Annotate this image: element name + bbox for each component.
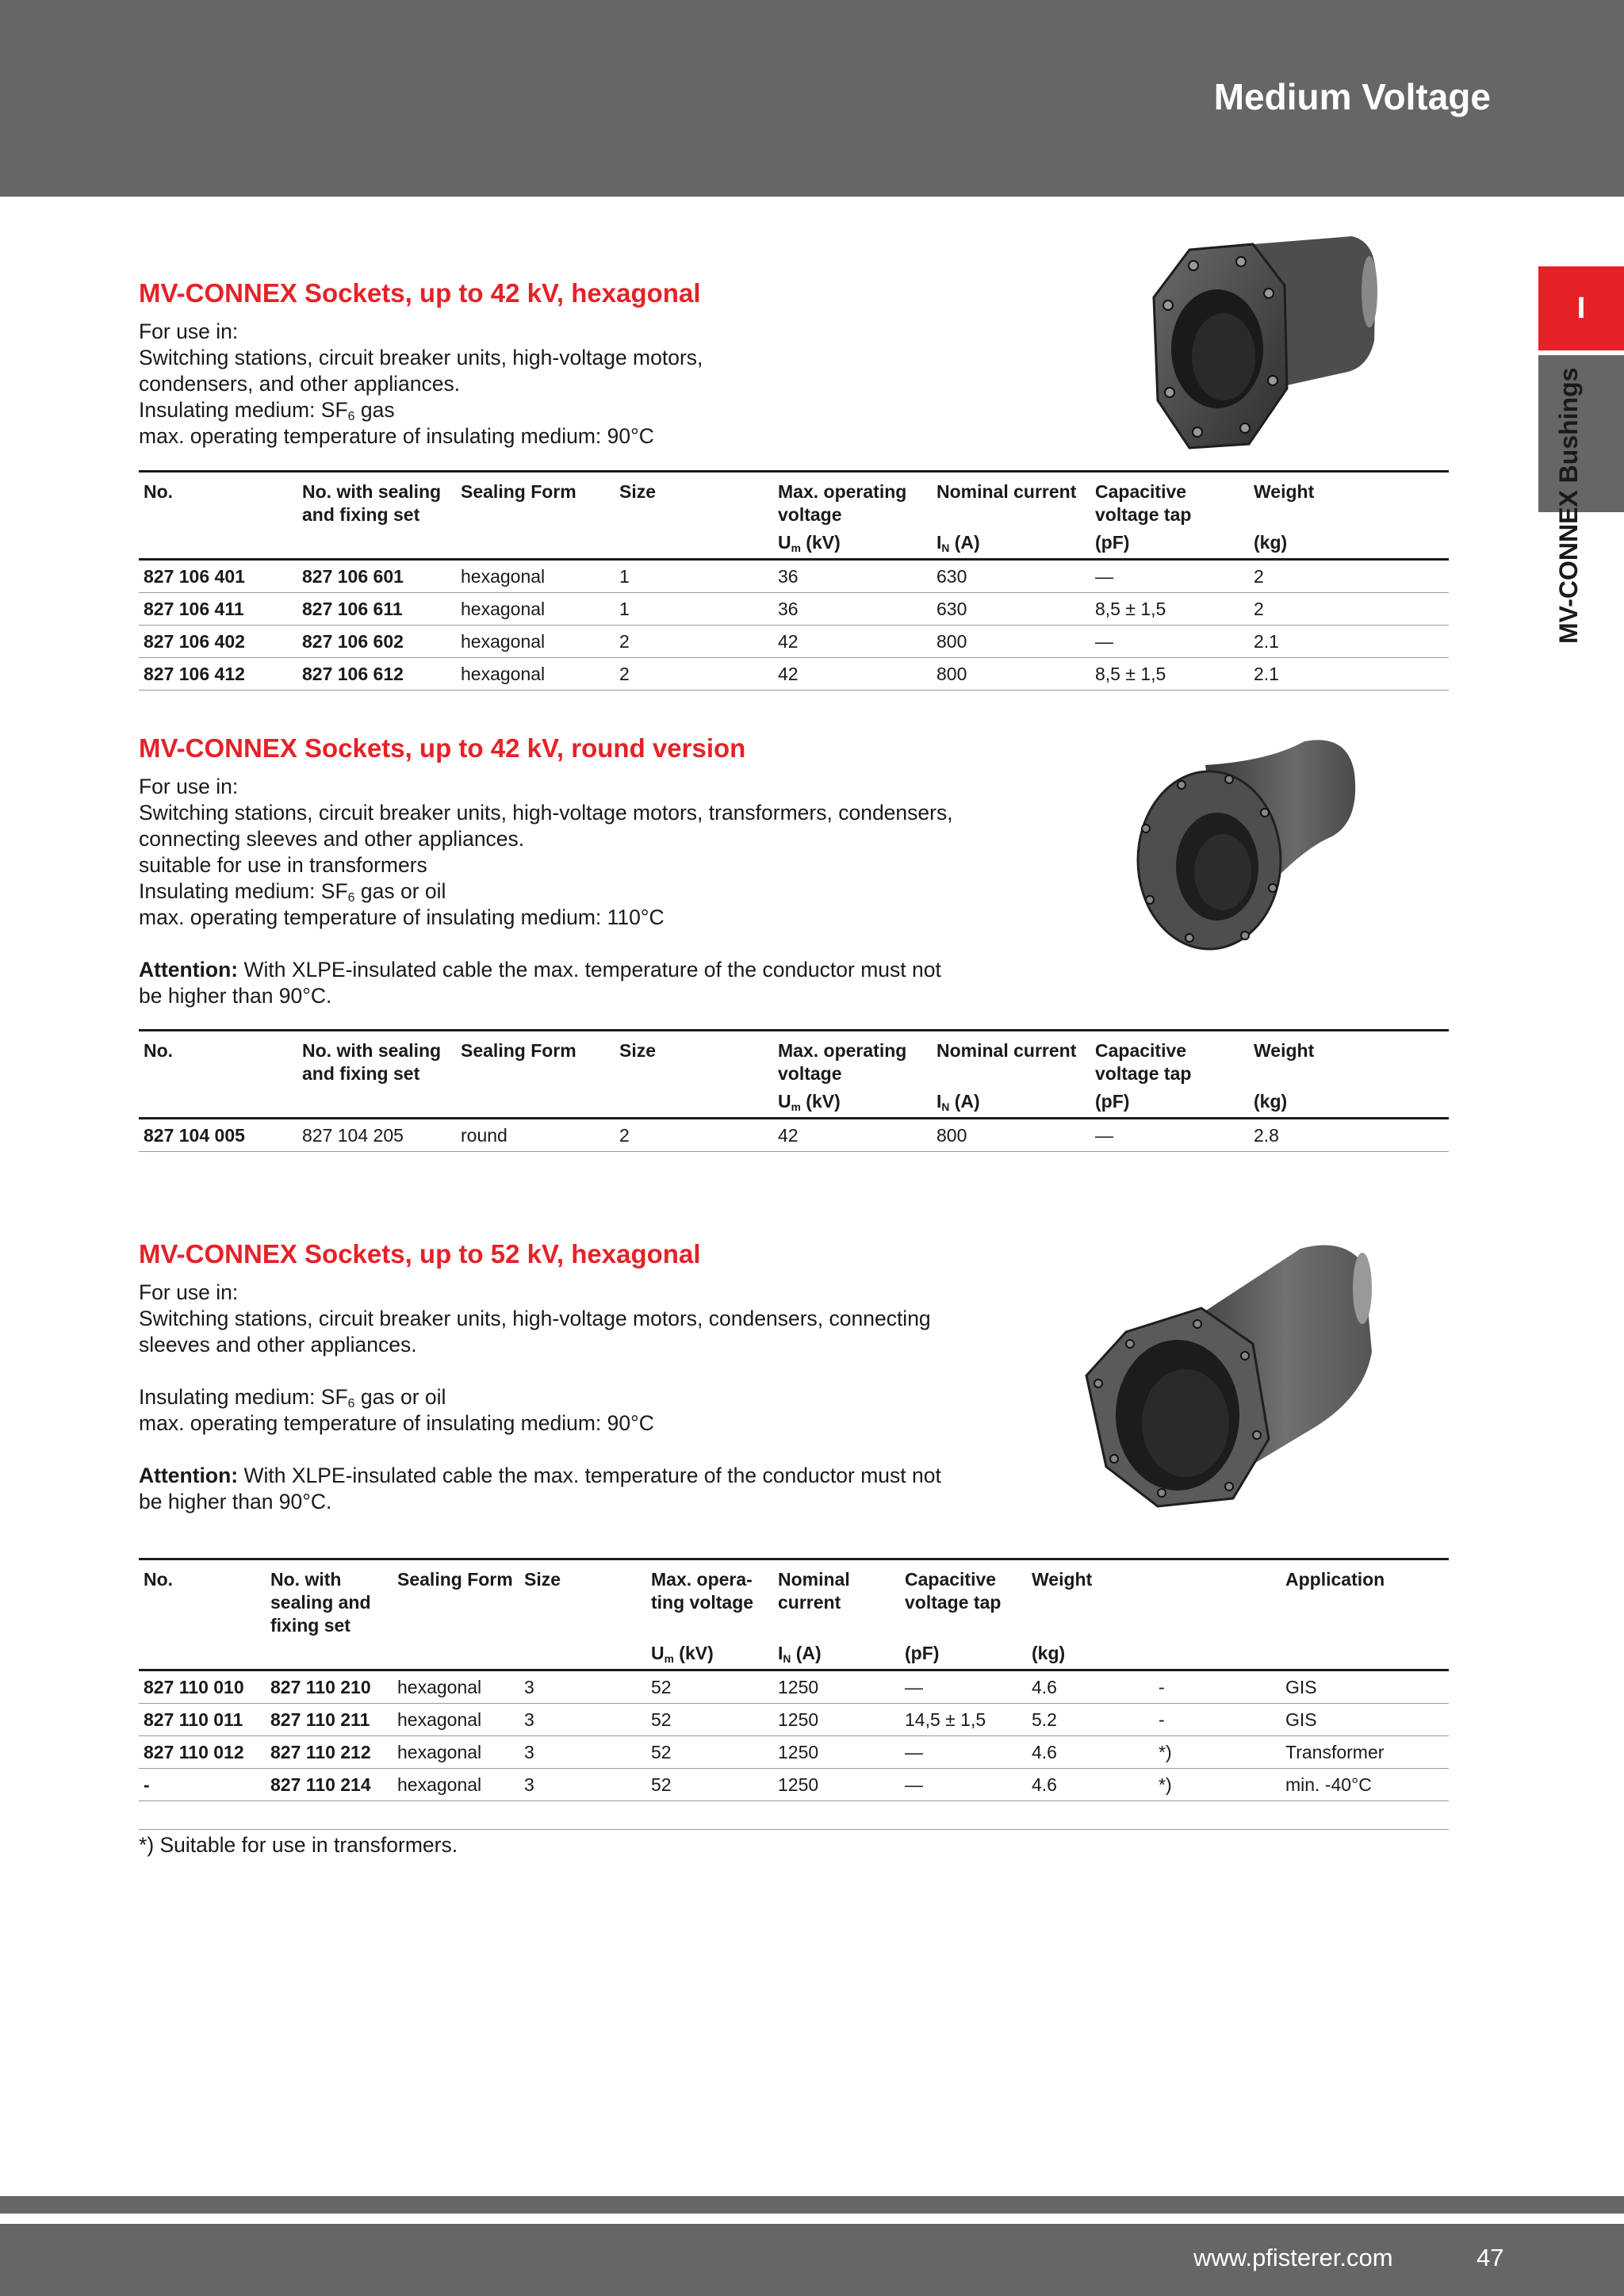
table-row: 827 110 012 827 110 212 hexagonal 3 52 1250 — 4.6 *) Transformer <box>139 1736 1449 1769</box>
table-row: 827 106 401 827 106 601 hexagonal 1 36 630 — 2 <box>139 560 1449 593</box>
col-header: Weight <box>1027 1559 1154 1643</box>
section-title: MV-CONNEX Sockets, up to 42 kV, hexagonal <box>139 278 701 308</box>
col-header: Sealing Form <box>393 1559 519 1643</box>
col-header: No. with sealing and fixing set <box>266 1559 393 1643</box>
spec-table-52kv-hexagonal <box>139 1558 1449 1801</box>
unit-label: (kg) <box>1249 1090 1449 1119</box>
unit-label: $I_N$ (A) <box>932 1090 1090 1119</box>
product-image-hexagonal-52kv <box>1071 1241 1388 1510</box>
table-row: 827 110 011 827 110 211 hexagonal 3 52 1250 14,5 ± 1,5 5.2 - GIS <box>139 1704 1449 1736</box>
col-header: Max. operating voltage <box>773 1031 932 1091</box>
footnote: *) Suitable for use in transformers. <box>139 1829 1449 1858</box>
unit-label: (pF) <box>1090 1090 1249 1119</box>
col-header: Capacitive voltage tap <box>1090 1031 1249 1091</box>
col-header <box>1154 1559 1281 1643</box>
col-header: Capacitive voltage tap <box>1090 472 1249 532</box>
footer-url-link[interactable]: www.pfisterer.com <box>1193 2244 1393 2271</box>
section-52kv-hexagonal <box>139 1238 1170 1515</box>
footer-rule <box>0 2196 1624 2214</box>
col-header: Max. operating voltage <box>773 472 932 532</box>
spec-table-42kv-hexagonal <box>139 470 1449 691</box>
attention-note: Attention: With XLPE-insulated cable the max. temperature of the conductor must not <box>139 958 941 982</box>
col-header: Capacitive voltage tap <box>900 1559 1027 1643</box>
col-header: Sealing Form <box>456 472 615 532</box>
col-header: Size <box>519 1559 646 1643</box>
attention-note: Attention: With XLPE-insulated cable the max. temperature of the conductor must not <box>139 1464 941 1487</box>
chapter-tab[interactable]: I <box>1538 266 1624 350</box>
table-row: 827 106 412 827 106 612 hexagonal 2 42 800 8,5 ± 1,5 2.1 <box>139 658 1449 691</box>
unit-label: $U_m$ (kV) <box>646 1642 773 1670</box>
product-image-round-42kv <box>1110 733 1364 955</box>
product-image-hexagonal-42kv <box>1114 230 1384 460</box>
unit-label: $U_m$ (kV) <box>773 531 932 560</box>
table-row: 827 104 005 827 104 205 round 2 42 800 — 2.8 <box>139 1119 1449 1152</box>
col-header: Nominal current <box>932 472 1090 532</box>
section-42kv-hexagonal <box>139 277 1011 450</box>
table-row: 827 110 010 827 110 210 hexagonal 3 52 1250 — 4.6 - GIS <box>139 1670 1449 1704</box>
section-title: MV-CONNEX Sockets, up to 52 kV, hexagonal <box>139 1239 701 1269</box>
unit-label: (pF) <box>1090 531 1249 560</box>
col-header: Sealing Form <box>456 1031 615 1091</box>
section-description: For use in: Switching stations, circuit breaker units, high-voltage motors, condensers, and other appliances. Insulating medium: $SF_6$ gas max. operating temperature of insulating medium: 90°C <box>139 320 703 448</box>
col-header: Nominal current <box>932 1031 1090 1091</box>
table-row: 827 106 411 827 106 611 hexagonal 1 36 630 8,5 ± 1,5 2 <box>139 593 1449 626</box>
unit-label: $I_N$ (A) <box>773 1642 900 1670</box>
unit-label: (pF) <box>900 1642 1027 1670</box>
page-number: 47 <box>1477 2244 1504 2271</box>
table-row: - 827 110 214 hexagonal 3 52 1250 — 4.6 *) min. -40°C <box>139 1769 1449 1801</box>
col-header: Application <box>1281 1559 1449 1643</box>
unit-label: $U_m$ (kV) <box>773 1090 932 1119</box>
col-header: Size <box>615 472 773 532</box>
section-title: MV-CONNEX Sockets, up to 42 kV, round version <box>139 733 746 763</box>
col-header: Nominal current <box>773 1559 900 1643</box>
col-header: Weight <box>1249 1031 1449 1091</box>
unit-label: (kg) <box>1249 531 1449 560</box>
col-header: Max. opera-ting voltage <box>646 1559 773 1643</box>
table-row: 827 106 402 827 106 602 hexagonal 2 42 800 — 2.1 <box>139 626 1449 658</box>
col-header: No. <box>139 1031 297 1091</box>
col-header: No. with sealing and fixing set <box>297 472 456 532</box>
col-header: No. <box>139 472 297 532</box>
page-title: Medium Voltage <box>1213 76 1491 117</box>
section-42kv-round <box>139 733 1170 1009</box>
unit-label: (kg) <box>1027 1642 1154 1670</box>
spec-table-42kv-round <box>139 1029 1449 1152</box>
section-description: For use in: Switching stations, circuit breaker units, high-voltage motors, transformers, condensers, connecting sleeves and other appliances. suitable for use in transformers Insulating medium: $SF_6$ gas or oil max. operating temperature of insulating medium: 110°C Attention: With XLPE-insulated cable the max. temperature of the conductor must not be higher than 90°C. <box>139 774 1170 1009</box>
col-header: No. <box>139 1559 266 1643</box>
col-header: Size <box>615 1031 773 1091</box>
col-header: Weight <box>1249 472 1449 532</box>
section-description: For use in: Switching stations, circuit breaker units, high-voltage motors, condensers, connecting sleeves and other appliances. Insulating medium: $SF_6$ gas or oil max. operating temperature of insulating medium: 90°C Attention: With XLPE-insulated cable the max. temperature of the conductor must not be higher than 90°C. <box>139 1280 1170 1515</box>
unit-label: $I_N$ (A) <box>932 531 1090 560</box>
col-header: No. with sealing and fixing set <box>297 1031 456 1091</box>
